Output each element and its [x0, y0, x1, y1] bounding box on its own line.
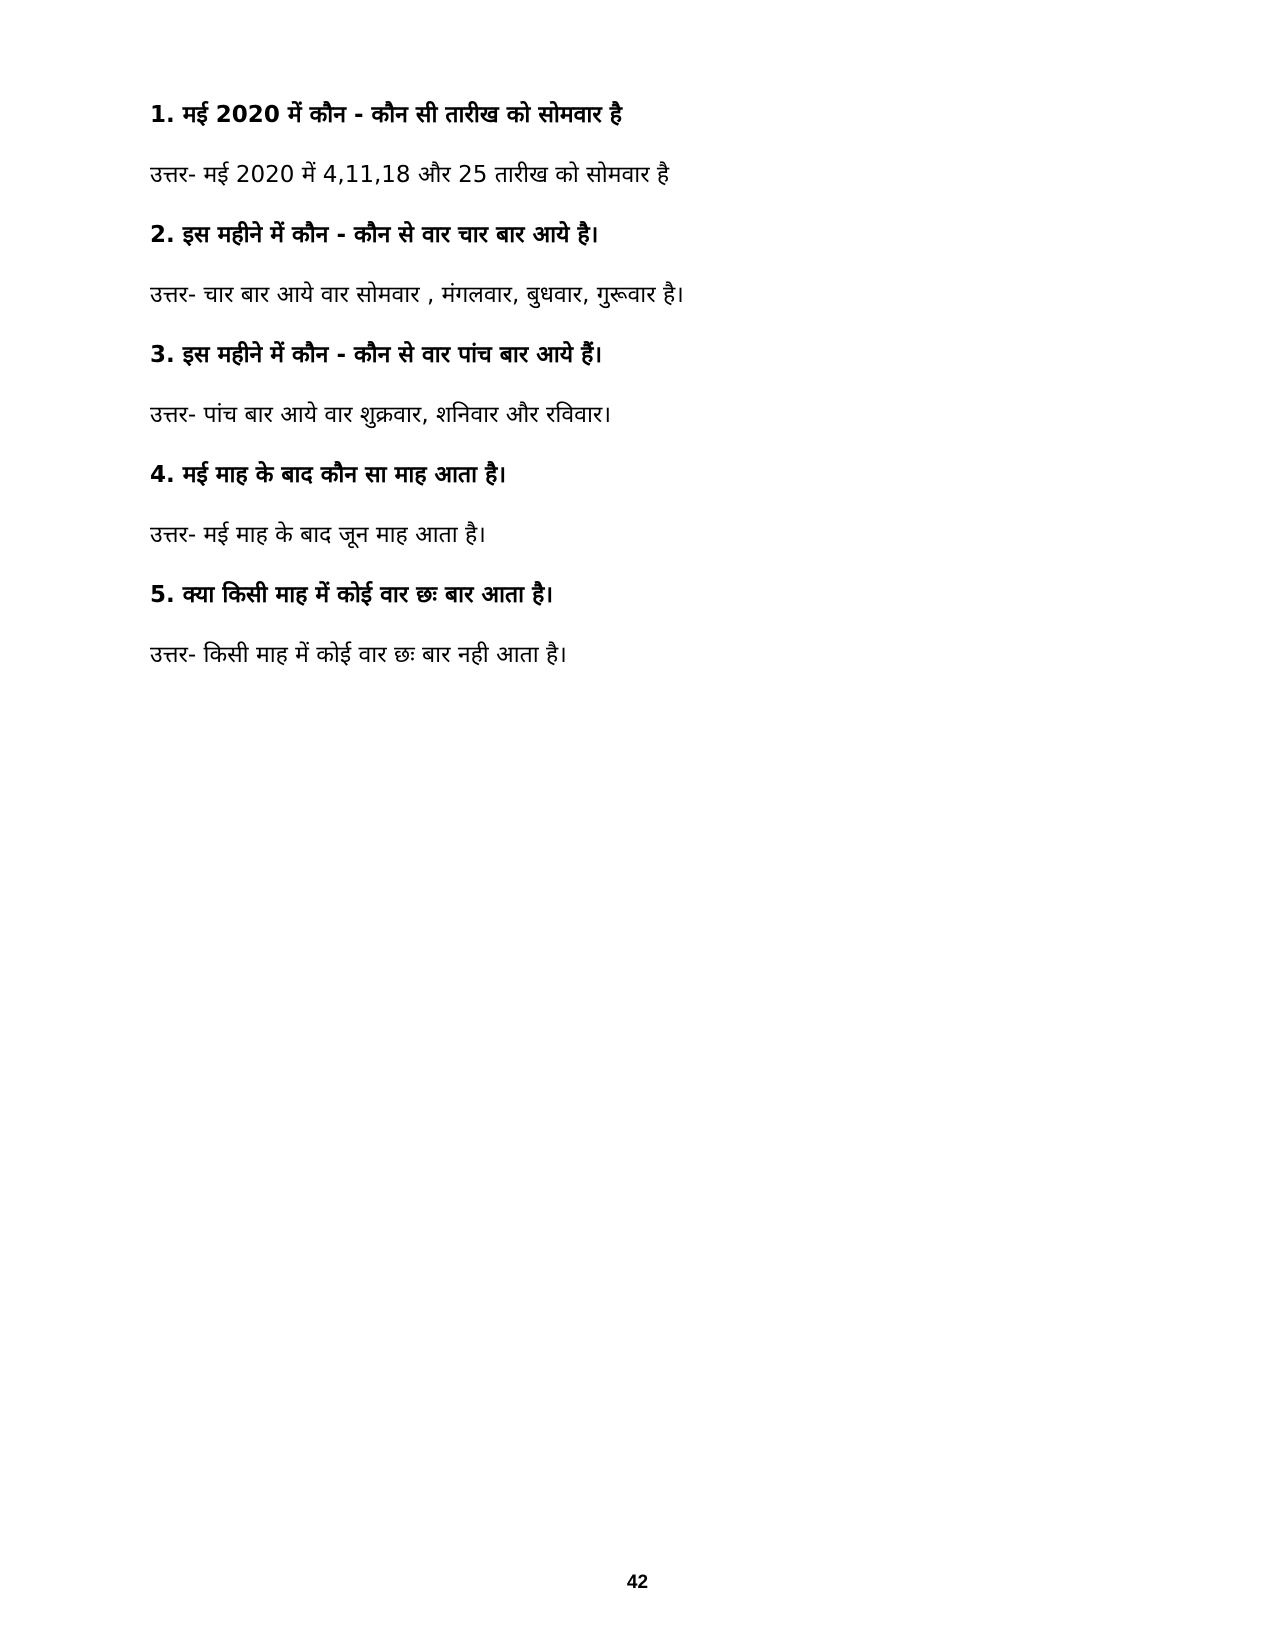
question-5: 5. क्या किसी माह में कोई वार छः बार आता है।: [150, 582, 554, 608]
qa-item-4: [150, 460, 1150, 550]
question-2: 2. इस महीने में कौन - कौन से वार चार बार आये है।: [150, 222, 599, 248]
question-4: 4. मई माह के बाद कौन सा माह आता है।: [150, 462, 507, 488]
answer-3: उत्तर- पांच बार आये वार शुक्रवार, शनिवार और रविवार।: [150, 402, 612, 428]
qa-content: [150, 100, 1150, 700]
question-1: 1. मई 2020 में कौन - कौन सी तारीख को सोमवार है: [150, 102, 622, 128]
answer-1: उत्तर- मई 2020 में 4,11,18 और 25 तारीख को सोमवार है: [150, 162, 670, 188]
question-3: 3. इस महीने में कौन - कौन से वार पांच बार आये हैं।: [150, 342, 603, 368]
qa-item-1: [150, 100, 1150, 190]
qa-item-5: [150, 580, 1150, 670]
answer-5: उत्तर- किसी माह में कोई वार छः बार नही आता है।: [150, 642, 567, 668]
answer-2: उत्तर- चार बार आये वार सोमवार , मंगलवार, बुधवार, गुरूवार है।: [150, 282, 684, 308]
qa-item-2: [150, 220, 1150, 310]
page-number: 42: [626, 1572, 649, 1593]
qa-item-3: [150, 340, 1150, 430]
answer-4: उत्तर- मई माह के बाद जून माह आता है।: [150, 522, 486, 548]
